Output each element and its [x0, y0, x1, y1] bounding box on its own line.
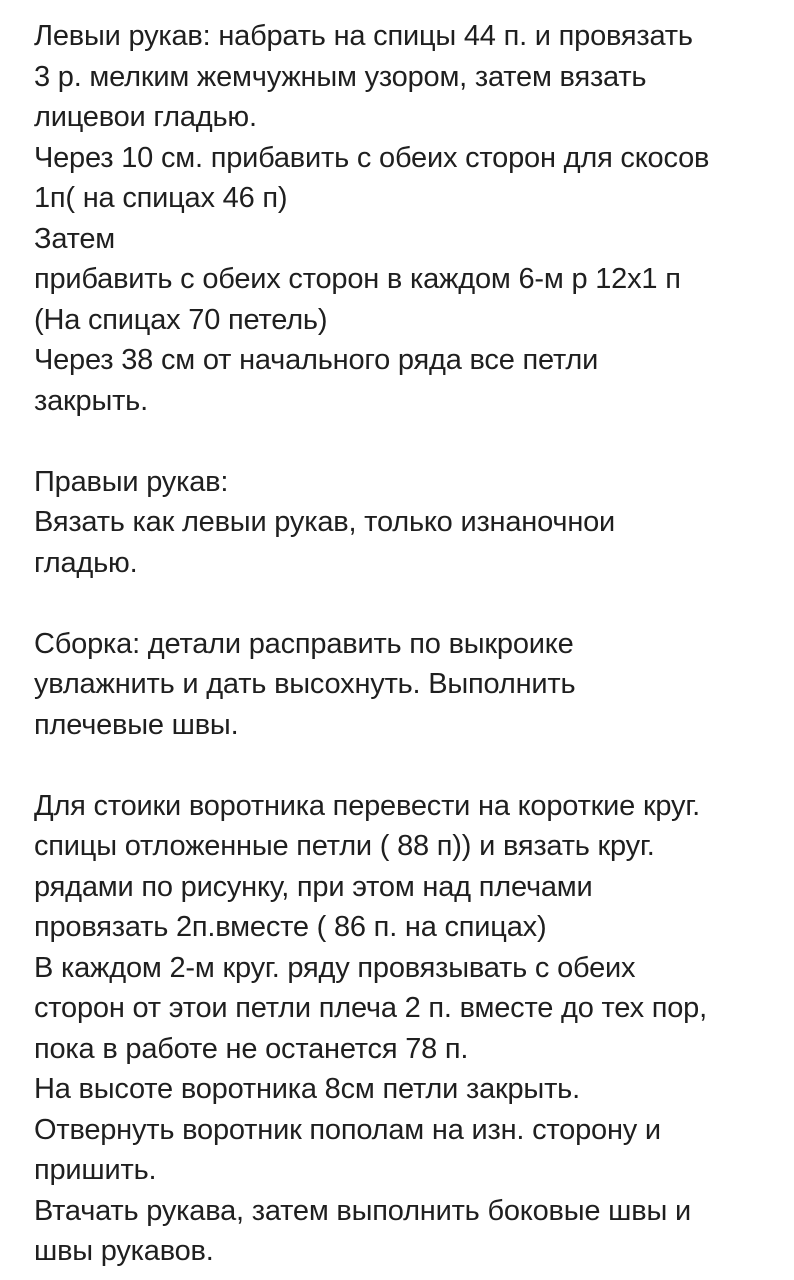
- paragraph-spacer: [34, 745, 784, 786]
- text-line: сторон от этои петли плеча 2 п. вместе до тех пор,: [34, 992, 707, 1024]
- text-line: швы рукавов.: [34, 1235, 214, 1267]
- instructions-document: [34, 16, 784, 1272]
- text-line: провязать 2п.вместе ( 86 п. на спицах): [34, 911, 547, 943]
- text-line: Через 38 см от начального ряда все петли: [34, 344, 599, 376]
- text-line: прибавить с обеих сторон в каждом 6-м р 12х1 п: [34, 263, 681, 295]
- text-line: Отвернуть воротник пополам на изн. сторону и: [34, 1113, 661, 1146]
- text-line: рядами по рисунку, при этом над плечами: [34, 870, 593, 903]
- text-line: Правыи рукав:: [34, 465, 229, 498]
- text-line: увлажнить и дать высохнуть. Выполнить: [34, 668, 576, 700]
- text-line: Сборка: детали расправить по выкроике: [34, 627, 574, 660]
- text-line: Для стоики воротника перевести на короткие круг.: [34, 789, 701, 822]
- right-sleeve-paragraph: [34, 462, 784, 584]
- assembly-paragraph: [34, 624, 784, 746]
- text-line: пока в работе не останется 78 п.: [34, 1032, 469, 1065]
- text-line: Через 10 см. прибавить с обеих сторон для скосов: [34, 141, 710, 174]
- left-sleeve-paragraph: [34, 16, 784, 421]
- text-line: На высоте воротника 8см петли закрыть.: [34, 1073, 580, 1105]
- text-line: пришить.: [34, 1154, 157, 1186]
- text-line: Затем: [34, 222, 116, 255]
- text-line: В каждом 2-м круг. ряду провязывать с обеих: [34, 951, 636, 984]
- text-line: спицы отложенные петли ( 88 п)) и вязать круг.: [34, 830, 655, 862]
- text-line: Вязать как левыи рукав, только изнаночнои: [34, 506, 616, 538]
- text-line: плечевые швы.: [34, 708, 239, 741]
- text-line: Втачать рукава, затем выполнить боковые швы и: [34, 1194, 691, 1227]
- text-line: 1п( на спицах 46 п): [34, 182, 288, 214]
- text-line: лицевои гладью.: [34, 101, 257, 133]
- text-line: (На спицах 70 петель): [34, 303, 328, 336]
- collar-paragraph: [34, 786, 784, 1272]
- paragraph-spacer: [34, 421, 784, 462]
- text-line: гладью.: [34, 546, 138, 579]
- text-line: Левыи рукав: набрать на спицы 44 п. и провязать: [34, 20, 693, 52]
- text-line: 3 р. мелким жемчужным узором, затем вязать: [34, 60, 647, 93]
- paragraph-spacer: [34, 583, 784, 624]
- text-line: закрыть.: [34, 384, 148, 417]
